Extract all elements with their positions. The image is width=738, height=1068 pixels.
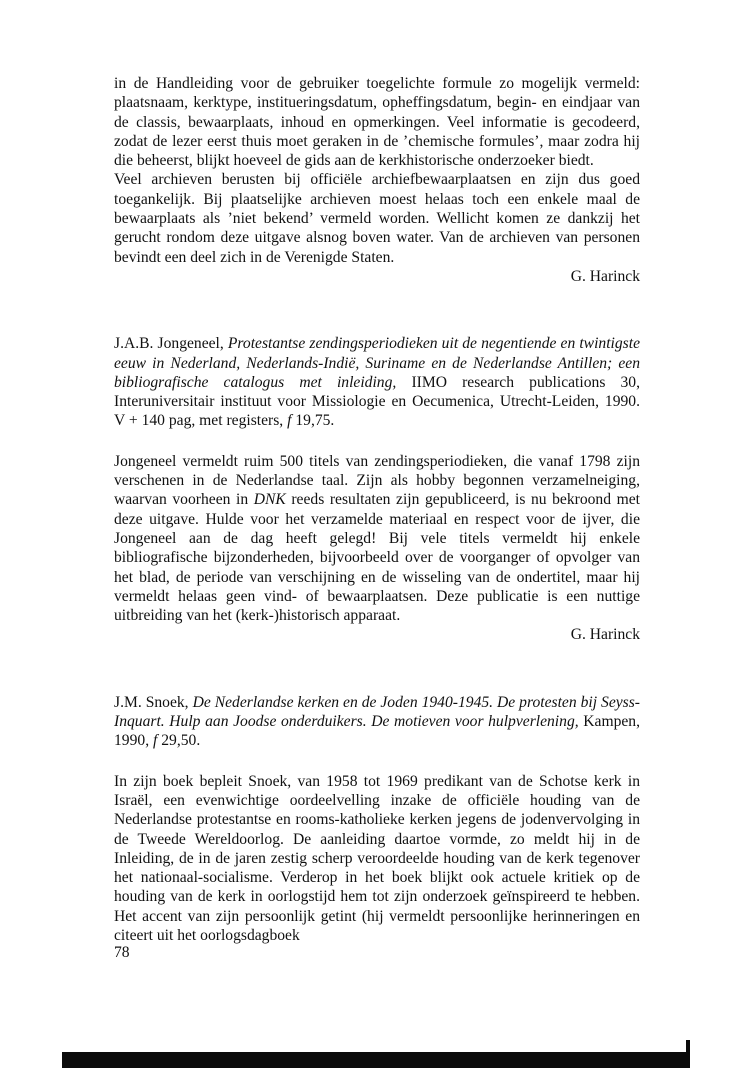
review-2-dnk: DNK [253, 491, 286, 509]
scan-border-bar [62, 1052, 688, 1068]
review-2-publisher: IIMO research publications 30, Interuniversitair instituut voor Missiologie en Oecumenica, Utrecht-Leiden, 1990. V + 140 pag, met registers, [114, 373, 641, 430]
page-content [114, 74, 640, 945]
section-gap [114, 286, 640, 334]
paragraph-gap [114, 431, 640, 452]
review-3-citation [114, 693, 640, 751]
review-2-signature: G. Harinck [570, 626, 640, 644]
review-2-citation [114, 334, 640, 430]
review-2-title: Protestantse zendingsperiodieken uit de negentiende en twintigste eeuw in Nederland, Nederlands-Indië, Suriname en de Nederlandse Antillen; een bibliografische catalogus met inleiding, [114, 335, 640, 391]
review-1-paragraph-2: Veel archieven berusten bij officiële archiefbewaarplaatsen en zijn dus goed toegankelijk. Bij plaatselijke archieven moest helaas toch een enkele maal de bewaarplaats als ’niet bekend’ vermeld worden. Wellicht komen ze dankzij het gerucht rondom deze uitgave alsnog boven water. Van de archieven van personen bevindt een deel zich in de Verenigde Staten. [114, 171, 640, 266]
review-2-price: 19,75. [295, 412, 335, 430]
review-snoek [114, 693, 640, 946]
review-1-paragraph-1: in de Handleiding voor de gebruiker toegelichte formule zo mogelijk vermeld: plaatsnaam, kerktype, institueringsdatum, opheffingsdatum, begin- en eindjaar van de classis, bewaarplaats, inhoud en opmerkingen. Veel informatie is gecodeerd, zodat de lezer eerst thuis moet geraken in de ’chemische formules’, maar zodra hij die beheerst, blijkt hoeveel de gids aan de kerkhistorische onderzoeker biedt. [114, 75, 640, 170]
review-2-author: J.A.B. Jongeneel, [114, 335, 224, 353]
review-continuation [114, 74, 640, 286]
review-3-title: De Nederlandse kerken en de Joden 1940-1945. De protesten bij Seyss-Inquart. Hulp aan Joodse onderduikers. De motieven voor hulpverlening, [114, 693, 640, 731]
scan-border-edge [686, 1040, 690, 1068]
paragraph-gap [114, 751, 640, 772]
section-gap [114, 645, 640, 693]
review-3-body: In zijn boek bepleit Snoek, van 1958 tot 1969 predikant van de Schotse kerk in Israël, een evenwichtige oordeelvelling inzake de officiële houding van de Nederlandse protestantse en rooms-katholieke kerken jegens de jodenvervolging in de Tweede Wereldoorlog. De aanleiding daartoe vormde, zo meldt hij in de Inleiding, de in de jaren zestig scherp veroordeelde houding van de kerk tegenover het nationaal-socialisme. Verderop in het boek blijkt ook actuele kritiek op de houding van de kerk in oorlogstijd hem tot zijn onderzoek geïnspireerd te hebben. Het accent van zijn persoonlijk getint (hij vermeldt persoonlijke herinneringen en citeert uit het oorlogsdagboek [114, 772, 640, 944]
review-3-price-symbol: f [153, 732, 158, 750]
review-1-signature: G. Harinck [570, 267, 640, 285]
review-3-publisher: Kampen, 1990, [114, 713, 640, 750]
review-2-price-symbol: f [287, 412, 292, 430]
review-jongeneel [114, 334, 640, 644]
review-2-body-part-2: reeds resultaten zijn gepubliceerd, is nu bekroond met deze uitgave. Hulde voor het verzamelde materiaal en respect voor de ijver, die Jongeneel aan de dag heeft gelegd! Bij vele titels vermeldt hij enkele bibliografische bijzonderheden, bijvoorbeeld over de voorganger of opvolger van het blad, de periode van verschijning en de wisseling van de ondertitel, maar hij vermeldt helaas geen vind- of bewaarplaatsen. Deze publicatie is een nuttige uitbreiding van het (kerk-)historisch apparaat. [114, 491, 640, 625]
review-2-body-part-1: Jongeneel vermeldt ruim 500 titels van zendingsperiodieken, die vanaf 1798 zijn verschenen in de Nederlandse taal. Zijn als hobby begonnen verzamelneiging, waarvan voorheen in [114, 452, 640, 509]
review-2-body [114, 452, 640, 626]
review-3-author: J.M. Snoek, [114, 693, 189, 711]
page-number: 78 [114, 944, 130, 961]
review-3-price: 29,50. [161, 732, 201, 750]
